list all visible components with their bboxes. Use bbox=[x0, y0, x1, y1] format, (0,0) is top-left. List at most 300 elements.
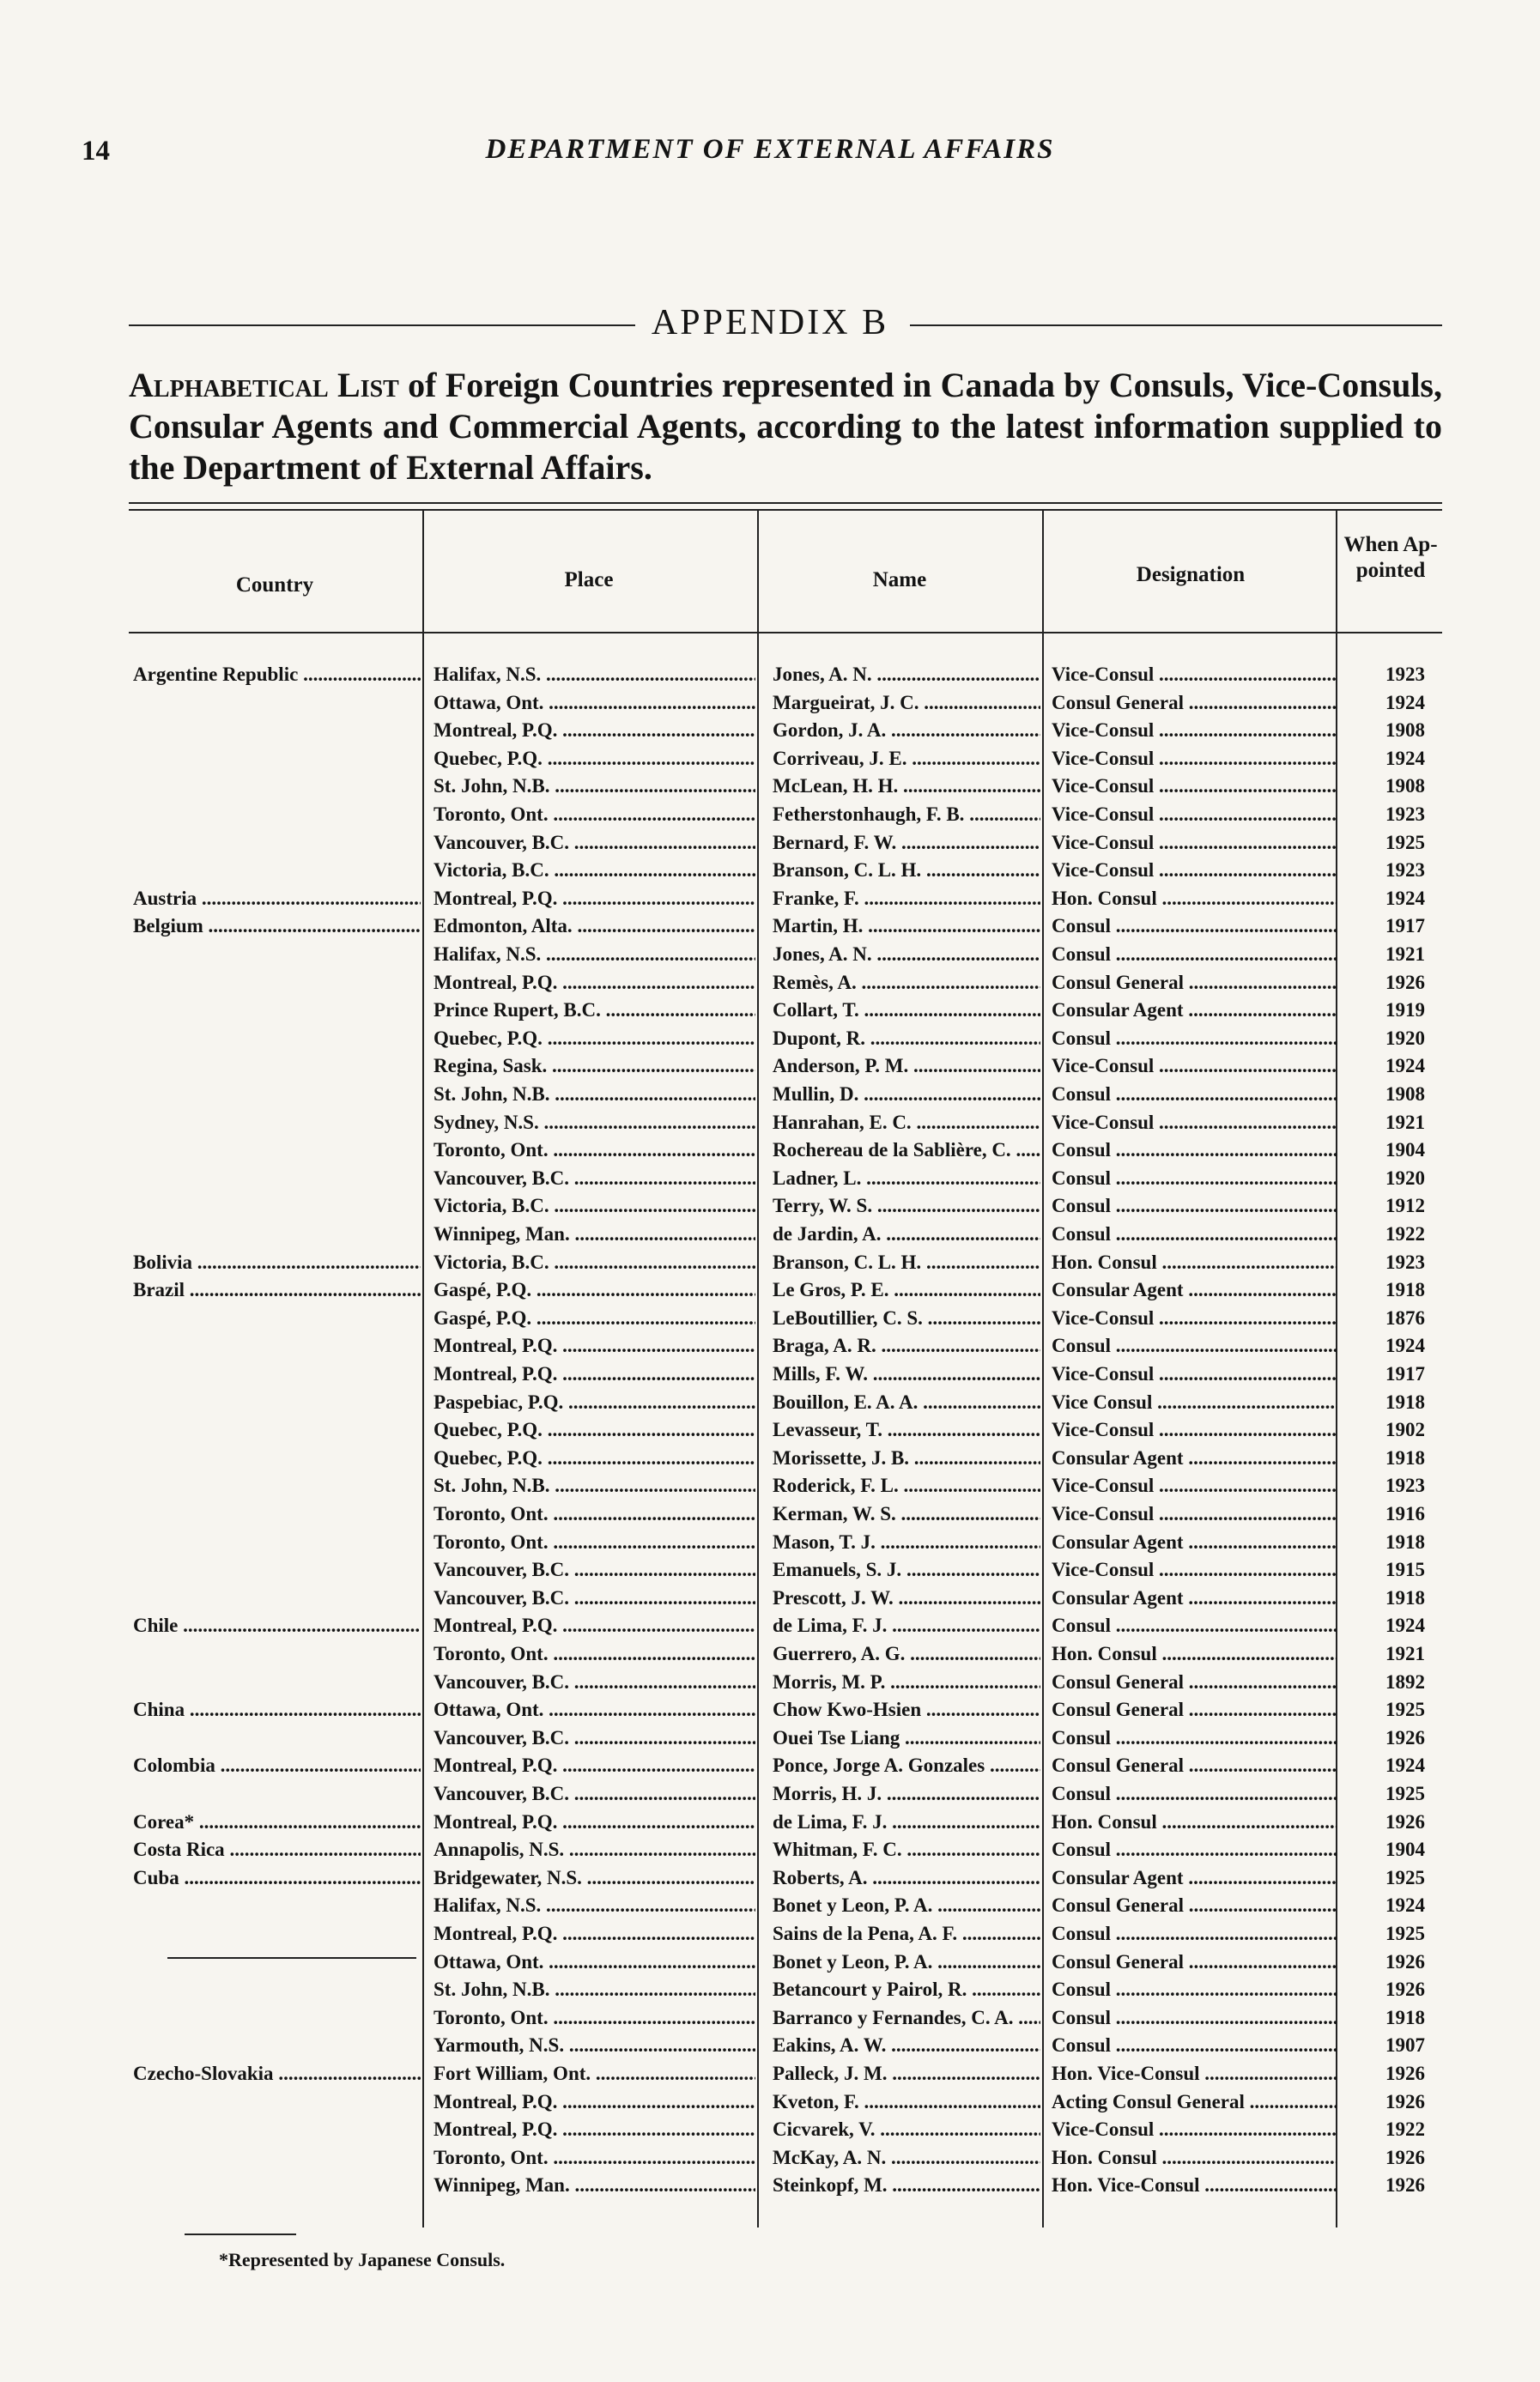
table-row bbox=[0, 1949, 1540, 1975]
designation-cell: Vice-Consul ..... bbox=[1052, 717, 1337, 743]
designation-cell: Vice-Consul ..... bbox=[1052, 1556, 1337, 1583]
designation-cell: Vice-Consul ..... bbox=[1052, 1305, 1337, 1331]
table-row bbox=[0, 885, 1540, 912]
name-cell: Braga, A. R. ..... bbox=[773, 1332, 1040, 1359]
name-cell: Ouei Tse Liang ..... bbox=[773, 1724, 1040, 1751]
year-cell: 1918 bbox=[1385, 1391, 1425, 1413]
place-cell: Victoria, B.C. ..... bbox=[434, 1249, 755, 1276]
designation-cell: Hon. Consul ..... bbox=[1052, 1809, 1337, 1835]
year-cell: 1926 bbox=[1385, 2063, 1425, 2084]
place-cell: Vancouver, B.C. ..... bbox=[434, 1780, 755, 1807]
name-cell: Le Gros, P. E. ..... bbox=[773, 1276, 1040, 1303]
year-cell: 1902 bbox=[1385, 1419, 1425, 1441]
year-cell: 1925 bbox=[1385, 1923, 1425, 1944]
place-cell: Vancouver, B.C. ..... bbox=[434, 1165, 755, 1191]
name-cell: Collart, T. ..... bbox=[773, 997, 1040, 1023]
country-cell: Czecho-Slovakia ..... bbox=[133, 2060, 421, 2087]
designation-cell: Consul ..... bbox=[1052, 941, 1337, 967]
place-cell: Fort William, Ont. ..... bbox=[434, 2060, 755, 2087]
year-cell: 1923 bbox=[1385, 664, 1425, 685]
name-cell: Rochereau de la Sablière, C. ..... bbox=[773, 1136, 1040, 1163]
year-cell: 1918 bbox=[1385, 2006, 1425, 2028]
intro-text: of Foreign Countries represented in Canada by Consuls, Vice-Consuls, Consular Agents and Commercial Agents, according to the latest information supplied to the Department of External Affairs. bbox=[129, 366, 1442, 487]
table-row bbox=[0, 1864, 1540, 1891]
year-cell: 1908 bbox=[1385, 1083, 1425, 1105]
table-row bbox=[0, 1109, 1540, 1136]
running-head: DEPARTMENT OF EXTERNAL AFFAIRS bbox=[485, 134, 1055, 165]
designation-cell: Consul ..... bbox=[1052, 1780, 1337, 1807]
year-cell: 1924 bbox=[1385, 1755, 1425, 1777]
year-cell: 1892 bbox=[1385, 1670, 1425, 1693]
intro-lead: Alphabetical List bbox=[129, 366, 399, 404]
place-cell: Montreal, P.Q. ..... bbox=[434, 1361, 755, 1387]
name-cell: Steinkopf, M. ..... bbox=[773, 2172, 1040, 2198]
name-cell: Levasseur, T. ..... bbox=[773, 1416, 1040, 1443]
table-row bbox=[0, 1472, 1540, 1499]
table-row bbox=[0, 997, 1540, 1023]
year-cell: 1918 bbox=[1385, 1279, 1425, 1301]
place-cell: St. John, N.B. ..... bbox=[434, 1472, 755, 1499]
year-cell: 1926 bbox=[1385, 1810, 1425, 1833]
place-cell: Toronto, Ont. ..... bbox=[434, 801, 755, 827]
name-cell: Eakins, A. W. ..... bbox=[773, 2032, 1040, 2058]
table-row bbox=[0, 1081, 1540, 1107]
country-cell: Cuba ..... bbox=[133, 1864, 421, 1891]
table-row bbox=[0, 1165, 1540, 1191]
designation-cell: Consul General ..... bbox=[1052, 969, 1337, 996]
name-cell: LeBoutillier, C. S. ..... bbox=[773, 1305, 1040, 1331]
place-cell: Toronto, Ont. ..... bbox=[434, 1640, 755, 1667]
place-cell: Toronto, Ont. ..... bbox=[434, 2004, 755, 2031]
name-cell: Betancourt y Pairol, R. ..... bbox=[773, 1976, 1040, 2003]
name-cell: Kveton, F. ..... bbox=[773, 2088, 1040, 2115]
name-cell: McLean, H. H. ..... bbox=[773, 773, 1040, 799]
year-cell: 1918 bbox=[1385, 1446, 1425, 1469]
table-row bbox=[0, 1836, 1540, 1863]
table-row bbox=[0, 1052, 1540, 1079]
year-cell: 1924 bbox=[1385, 691, 1425, 713]
name-cell: Kerman, W. S. ..... bbox=[773, 1500, 1040, 1527]
table-row bbox=[0, 1556, 1540, 1583]
year-cell: 1924 bbox=[1385, 887, 1425, 909]
intro-paragraph bbox=[129, 365, 1442, 488]
name-cell: McKay, A. N. ..... bbox=[773, 2144, 1040, 2171]
year-cell: 1924 bbox=[1385, 1894, 1425, 1917]
place-cell: Victoria, B.C. ..... bbox=[434, 857, 755, 883]
name-cell: Morris, M. P. ..... bbox=[773, 1669, 1040, 1695]
table-row bbox=[0, 2116, 1540, 2143]
designation-cell: Consul ..... bbox=[1052, 1221, 1337, 1247]
table-row bbox=[0, 1669, 1540, 1695]
designation-cell: Consular Agent ..... bbox=[1052, 1864, 1337, 1891]
designation-cell: Consul ..... bbox=[1052, 2032, 1337, 2058]
place-cell: Montreal, P.Q. ..... bbox=[434, 969, 755, 996]
name-cell: Ponce, Jorge A. Gonzales ..... bbox=[773, 1752, 1040, 1779]
table-row bbox=[0, 941, 1540, 967]
table-row bbox=[0, 661, 1540, 688]
place-cell: Montreal, P.Q. ..... bbox=[434, 2088, 755, 2115]
country-cell: Corea* ..... bbox=[133, 1809, 421, 1835]
place-cell: Vancouver, B.C. ..... bbox=[434, 1669, 755, 1695]
year-cell: 1915 bbox=[1385, 1559, 1425, 1581]
designation-cell: Vice-Consul ..... bbox=[1052, 1361, 1337, 1387]
name-cell: Bouillon, E. A. A. ..... bbox=[773, 1389, 1040, 1415]
designation-cell: Vice-Consul ..... bbox=[1052, 1052, 1337, 1079]
country-cell: Austria ..... bbox=[133, 885, 421, 912]
place-cell: Halifax, N.S. ..... bbox=[434, 1892, 755, 1918]
place-cell: Vancouver, B.C. ..... bbox=[434, 1724, 755, 1751]
year-cell: 1921 bbox=[1385, 943, 1425, 965]
place-cell: Montreal, P.Q. ..... bbox=[434, 1332, 755, 1359]
year-cell: 1925 bbox=[1385, 831, 1425, 853]
name-cell: Roberts, A. ..... bbox=[773, 1864, 1040, 1891]
name-cell: Barranco y Fernandes, C. A. ..... bbox=[773, 2004, 1040, 2031]
table-row bbox=[0, 1724, 1540, 1751]
footnote-rule bbox=[185, 2234, 296, 2235]
country-cell: Belgium ..... bbox=[133, 912, 421, 939]
place-cell: Montreal, P.Q. ..... bbox=[434, 1752, 755, 1779]
designation-cell: Vice-Consul ..... bbox=[1052, 1472, 1337, 1499]
year-cell: 1926 bbox=[1385, 2090, 1425, 2112]
table-row bbox=[0, 1920, 1540, 1947]
table-row bbox=[0, 2060, 1540, 2087]
designation-cell: Consul General ..... bbox=[1052, 1696, 1337, 1723]
year-cell: 1925 bbox=[1385, 1866, 1425, 1888]
designation-cell: Consul ..... bbox=[1052, 1165, 1337, 1191]
designation-cell: Consul ..... bbox=[1052, 1612, 1337, 1639]
designation-cell: Consul ..... bbox=[1052, 1724, 1337, 1751]
year-cell: 1923 bbox=[1385, 803, 1425, 825]
place-cell: Winnipeg, Man. ..... bbox=[434, 1221, 755, 1247]
designation-cell: Consular Agent ..... bbox=[1052, 1445, 1337, 1471]
year-cell: 1917 bbox=[1385, 1363, 1425, 1385]
designation-cell: Consular Agent ..... bbox=[1052, 1276, 1337, 1303]
name-cell: de Jardin, A. ..... bbox=[773, 1221, 1040, 1247]
name-cell: Emanuels, S. J. ..... bbox=[773, 1556, 1040, 1583]
designation-cell: Vice-Consul ..... bbox=[1052, 2116, 1337, 2143]
place-cell: Quebec, P.Q. ..... bbox=[434, 1025, 755, 1052]
header-country: Country bbox=[235, 573, 314, 597]
designation-cell: Consul ..... bbox=[1052, 2004, 1337, 2031]
year-cell: 1926 bbox=[1385, 1950, 1425, 1973]
country-cell: Costa Rica ..... bbox=[133, 1836, 421, 1863]
designation-cell: Vice-Consul ..... bbox=[1052, 829, 1337, 856]
designation-cell: Consul ..... bbox=[1052, 1976, 1337, 2003]
table-top-rule bbox=[129, 502, 1442, 504]
table-row bbox=[0, 745, 1540, 772]
place-cell: St. John, N.B. ..... bbox=[434, 773, 755, 799]
designation-cell: Vice Consul ..... bbox=[1052, 1389, 1337, 1415]
designation-cell: Vice-Consul ..... bbox=[1052, 857, 1337, 883]
table-row bbox=[0, 1529, 1540, 1555]
table-row bbox=[0, 1612, 1540, 1639]
table-row bbox=[0, 1136, 1540, 1163]
name-cell: Hanrahan, E. C. ..... bbox=[773, 1109, 1040, 1136]
designation-cell: Vice-Consul ..... bbox=[1052, 1500, 1337, 1527]
table-row bbox=[0, 1976, 1540, 2003]
year-cell: 1921 bbox=[1385, 1643, 1425, 1664]
name-cell: Franke, F. ..... bbox=[773, 885, 1040, 912]
designation-cell: Consul ..... bbox=[1052, 912, 1337, 939]
year-cell: 1925 bbox=[1385, 1783, 1425, 1804]
year-cell: 1904 bbox=[1385, 1139, 1425, 1161]
table-row bbox=[0, 829, 1540, 856]
name-cell: Morissette, J. B. ..... bbox=[773, 1445, 1040, 1471]
country-cell: Chile ..... bbox=[133, 1612, 421, 1639]
table-row bbox=[0, 1249, 1540, 1276]
year-cell: 1922 bbox=[1385, 2118, 1425, 2141]
place-cell: Gaspé, P.Q. ..... bbox=[434, 1276, 755, 1303]
table-row bbox=[0, 1332, 1540, 1359]
place-cell: Edmonton, Alta. ..... bbox=[434, 912, 755, 939]
year-cell: 1922 bbox=[1385, 1223, 1425, 1245]
year-cell: 1908 bbox=[1385, 719, 1425, 742]
table-row bbox=[0, 2144, 1540, 2171]
designation-cell: Consul ..... bbox=[1052, 1332, 1337, 1359]
place-cell: Ottawa, Ont. ..... bbox=[434, 1949, 755, 1975]
table-row bbox=[0, 1445, 1540, 1471]
name-cell: Branson, C. L. H. ..... bbox=[773, 1249, 1040, 1276]
designation-cell: Consul ..... bbox=[1052, 1920, 1337, 1947]
table-row bbox=[0, 801, 1540, 827]
name-cell: Martin, H. ..... bbox=[773, 912, 1040, 939]
country-cell: Argentine Republic ..... bbox=[133, 661, 421, 688]
place-cell: Montreal, P.Q. ..... bbox=[434, 1612, 755, 1639]
place-cell: Quebec, P.Q. ..... bbox=[434, 1445, 755, 1471]
table-row bbox=[0, 1192, 1540, 1219]
name-cell: Sains de la Pena, A. F. ..... bbox=[773, 1920, 1040, 1947]
designation-cell: Hon. Consul ..... bbox=[1052, 885, 1337, 912]
table-row bbox=[0, 1416, 1540, 1443]
place-cell: Quebec, P.Q. ..... bbox=[434, 745, 755, 772]
country-cell: Brazil ..... bbox=[133, 1276, 421, 1303]
name-cell: Dupont, R. ..... bbox=[773, 1025, 1040, 1052]
place-cell: Toronto, Ont. ..... bbox=[434, 1136, 755, 1163]
table-row bbox=[0, 912, 1540, 939]
designation-cell: Consul ..... bbox=[1052, 1192, 1337, 1219]
name-cell: Bonet y Leon, P. A. ..... bbox=[773, 1892, 1040, 1918]
designation-cell: Consul General ..... bbox=[1052, 1892, 1337, 1918]
table-row bbox=[0, 2088, 1540, 2115]
table-row bbox=[0, 717, 1540, 743]
year-cell: 1907 bbox=[1385, 2034, 1425, 2057]
designation-cell: Hon. Consul ..... bbox=[1052, 1249, 1337, 1276]
name-cell: Prescott, J. W. ..... bbox=[773, 1585, 1040, 1611]
designation-cell: Consul General ..... bbox=[1052, 689, 1337, 716]
name-cell: Terry, W. S. ..... bbox=[773, 1192, 1040, 1219]
designation-cell: Vice-Consul ..... bbox=[1052, 1416, 1337, 1443]
name-cell: Roderick, F. L. ..... bbox=[773, 1472, 1040, 1499]
table-row bbox=[0, 2004, 1540, 2031]
year-cell: 1923 bbox=[1385, 1251, 1425, 1273]
designation-cell: Hon. Consul ..... bbox=[1052, 1640, 1337, 1667]
title-rule-left bbox=[129, 324, 635, 326]
year-cell: 1926 bbox=[1385, 2146, 1425, 2168]
table-row bbox=[0, 1276, 1540, 1303]
designation-cell: Hon. Vice-Consul ..... bbox=[1052, 2060, 1337, 2087]
year-cell: 1917 bbox=[1385, 915, 1425, 937]
year-cell: 1912 bbox=[1385, 1195, 1425, 1217]
place-cell: Winnipeg, Man. ..... bbox=[434, 2172, 755, 2198]
place-cell: St. John, N.B. ..... bbox=[434, 1081, 755, 1107]
designation-cell: Vice-Consul ..... bbox=[1052, 801, 1337, 827]
year-cell: 1924 bbox=[1385, 1335, 1425, 1357]
country-cell: Colombia ..... bbox=[133, 1752, 421, 1779]
table-row bbox=[0, 2032, 1540, 2058]
name-cell: Palleck, J. M. ..... bbox=[773, 2060, 1040, 2087]
table-row bbox=[0, 1640, 1540, 1667]
year-cell: 1921 bbox=[1385, 1111, 1425, 1133]
year-cell: 1916 bbox=[1385, 1503, 1425, 1524]
place-cell: Vancouver, B.C. ..... bbox=[434, 829, 755, 856]
place-cell: Yarmouth, N.S. ..... bbox=[434, 2032, 755, 2058]
table-row bbox=[0, 1892, 1540, 1918]
name-cell: de Lima, F. J. ..... bbox=[773, 1809, 1040, 1835]
name-cell: Remès, A. ..... bbox=[773, 969, 1040, 996]
appendix-title: APPENDIX B bbox=[651, 303, 889, 342]
place-cell: Toronto, Ont. ..... bbox=[434, 1500, 755, 1527]
name-cell: Bernard, F. W. ..... bbox=[773, 829, 1040, 856]
designation-cell: Vice-Consul ..... bbox=[1052, 773, 1337, 799]
year-cell: 1908 bbox=[1385, 775, 1425, 797]
name-cell: Mills, F. W. ..... bbox=[773, 1361, 1040, 1387]
table-row bbox=[0, 1752, 1540, 1779]
place-cell: Prince Rupert, B.C. ..... bbox=[434, 997, 755, 1023]
name-cell: Anderson, P. M. ..... bbox=[773, 1052, 1040, 1079]
name-cell: de Lima, F. J. ..... bbox=[773, 1612, 1040, 1639]
place-cell: Bridgewater, N.S. ..... bbox=[434, 1864, 755, 1891]
place-cell: Halifax, N.S. ..... bbox=[434, 661, 755, 688]
designation-cell: Vice-Consul ..... bbox=[1052, 1109, 1337, 1136]
place-cell: Annapolis, N.S. ..... bbox=[434, 1836, 755, 1863]
designation-cell: Consul ..... bbox=[1052, 1081, 1337, 1107]
table-row bbox=[0, 1500, 1540, 1527]
place-cell: Paspebiac, P.Q. ..... bbox=[434, 1389, 755, 1415]
year-cell: 1920 bbox=[1385, 1167, 1425, 1189]
place-cell: Vancouver, B.C. ..... bbox=[434, 1556, 755, 1583]
designation-cell: Consular Agent ..... bbox=[1052, 997, 1337, 1023]
country-cell: China ..... bbox=[133, 1696, 421, 1723]
name-cell: Margueirat, J. C. ..... bbox=[773, 689, 1040, 716]
place-cell: Montreal, P.Q. ..... bbox=[434, 1920, 755, 1947]
year-cell: 1924 bbox=[1385, 1055, 1425, 1077]
table-row bbox=[0, 969, 1540, 996]
designation-cell: Vice-Consul ..... bbox=[1052, 661, 1337, 688]
table-row bbox=[0, 1305, 1540, 1331]
year-cell: 1918 bbox=[1385, 1586, 1425, 1609]
place-cell: Victoria, B.C. ..... bbox=[434, 1192, 755, 1219]
place-cell: Montreal, P.Q. ..... bbox=[434, 1809, 755, 1835]
header-bottom-rule bbox=[129, 632, 1442, 633]
title-rule-right bbox=[910, 324, 1442, 326]
place-cell: Halifax, N.S. ..... bbox=[434, 941, 755, 967]
designation-cell: Consul General ..... bbox=[1052, 1752, 1337, 1779]
year-cell: 1923 bbox=[1385, 859, 1425, 882]
designation-cell: Consul ..... bbox=[1052, 1025, 1337, 1052]
designation-cell: Consul ..... bbox=[1052, 1836, 1337, 1863]
place-cell: St. John, N.B. ..... bbox=[434, 1976, 755, 2003]
name-cell: Fetherstonhaugh, F. B. ..... bbox=[773, 801, 1040, 827]
table-row bbox=[0, 1361, 1540, 1387]
name-cell: Mason, T. J. ..... bbox=[773, 1529, 1040, 1555]
name-cell: Mullin, D. ..... bbox=[773, 1081, 1040, 1107]
designation-cell: Consul General ..... bbox=[1052, 1949, 1337, 1975]
place-cell: Montreal, P.Q. ..... bbox=[434, 717, 755, 743]
table-row bbox=[0, 689, 1540, 716]
header-name: Name bbox=[872, 568, 927, 591]
designation-cell: Hon. Consul ..... bbox=[1052, 2144, 1337, 2171]
name-cell: Morris, H. J. ..... bbox=[773, 1780, 1040, 1807]
name-cell: Guerrero, A. G. ..... bbox=[773, 1640, 1040, 1667]
designation-cell: Consul ..... bbox=[1052, 1136, 1337, 1163]
place-cell: Toronto, Ont. ..... bbox=[434, 1529, 755, 1555]
header-place: Place bbox=[564, 568, 614, 591]
page-number: 14 bbox=[82, 136, 110, 167]
year-cell: 1876 bbox=[1385, 1306, 1425, 1329]
place-cell: Regina, Sask. ..... bbox=[434, 1052, 755, 1079]
year-cell: 1925 bbox=[1385, 1699, 1425, 1721]
name-cell: Branson, C. L. H. ..... bbox=[773, 857, 1040, 883]
place-cell: Toronto, Ont. ..... bbox=[434, 2144, 755, 2171]
table-row bbox=[0, 857, 1540, 883]
table-row bbox=[0, 1780, 1540, 1807]
designation-cell: Vice-Consul ..... bbox=[1052, 745, 1337, 772]
table-row bbox=[0, 1585, 1540, 1611]
year-cell: 1904 bbox=[1385, 1839, 1425, 1861]
year-cell: 1924 bbox=[1385, 747, 1425, 769]
header-designation: Designation bbox=[1136, 563, 1246, 586]
year-cell: 1918 bbox=[1385, 1530, 1425, 1553]
footnote: *Represented by Japanese Consuls. bbox=[219, 2249, 506, 2270]
name-cell: Whitman, F. C. ..... bbox=[773, 1836, 1040, 1863]
place-cell: Sydney, N.S. ..... bbox=[434, 1109, 755, 1136]
designation-cell: Consul General ..... bbox=[1052, 1669, 1337, 1695]
table-row bbox=[0, 1696, 1540, 1723]
year-cell: 1926 bbox=[1385, 2174, 1425, 2197]
year-cell: 1926 bbox=[1385, 1979, 1425, 2001]
year-cell: 1926 bbox=[1385, 971, 1425, 993]
place-cell: Vancouver, B.C. ..... bbox=[434, 1585, 755, 1611]
year-cell: 1920 bbox=[1385, 1027, 1425, 1049]
place-cell: Ottawa, Ont. ..... bbox=[434, 1696, 755, 1723]
country-cell: Bolivia ..... bbox=[133, 1249, 421, 1276]
table-row bbox=[0, 1809, 1540, 1835]
designation-cell: Acting Consul General ..... bbox=[1052, 2088, 1337, 2115]
year-cell: 1926 bbox=[1385, 1726, 1425, 1749]
name-cell: Gordon, J. A. ..... bbox=[773, 717, 1040, 743]
name-cell: Ladner, L. ..... bbox=[773, 1165, 1040, 1191]
designation-cell: Hon. Vice-Consul ..... bbox=[1052, 2172, 1337, 2198]
name-cell: Bonet y Leon, P. A. ..... bbox=[773, 1949, 1040, 1975]
place-cell: Gaspé, P.Q. ..... bbox=[434, 1305, 755, 1331]
designation-cell: Consular Agent ..... bbox=[1052, 1585, 1337, 1611]
name-cell: Chow Kwo-Hsien ..... bbox=[773, 1696, 1040, 1723]
name-cell: Corriveau, J. E. ..... bbox=[773, 745, 1040, 772]
place-cell: Montreal, P.Q. ..... bbox=[434, 885, 755, 912]
table-row bbox=[0, 2172, 1540, 2198]
designation-cell: Consular Agent ..... bbox=[1052, 1529, 1337, 1555]
table-row bbox=[0, 1025, 1540, 1052]
header-when-appointed: When Ap- pointed bbox=[1343, 533, 1438, 582]
place-cell: Quebec, P.Q. ..... bbox=[434, 1416, 755, 1443]
place-cell: Montreal, P.Q. ..... bbox=[434, 2116, 755, 2143]
name-cell: Jones, A. N. ..... bbox=[773, 941, 1040, 967]
table-row bbox=[0, 773, 1540, 799]
table-row bbox=[0, 1221, 1540, 1247]
table-row bbox=[0, 1389, 1540, 1415]
year-cell: 1924 bbox=[1385, 1615, 1425, 1637]
year-cell: 1923 bbox=[1385, 1475, 1425, 1497]
